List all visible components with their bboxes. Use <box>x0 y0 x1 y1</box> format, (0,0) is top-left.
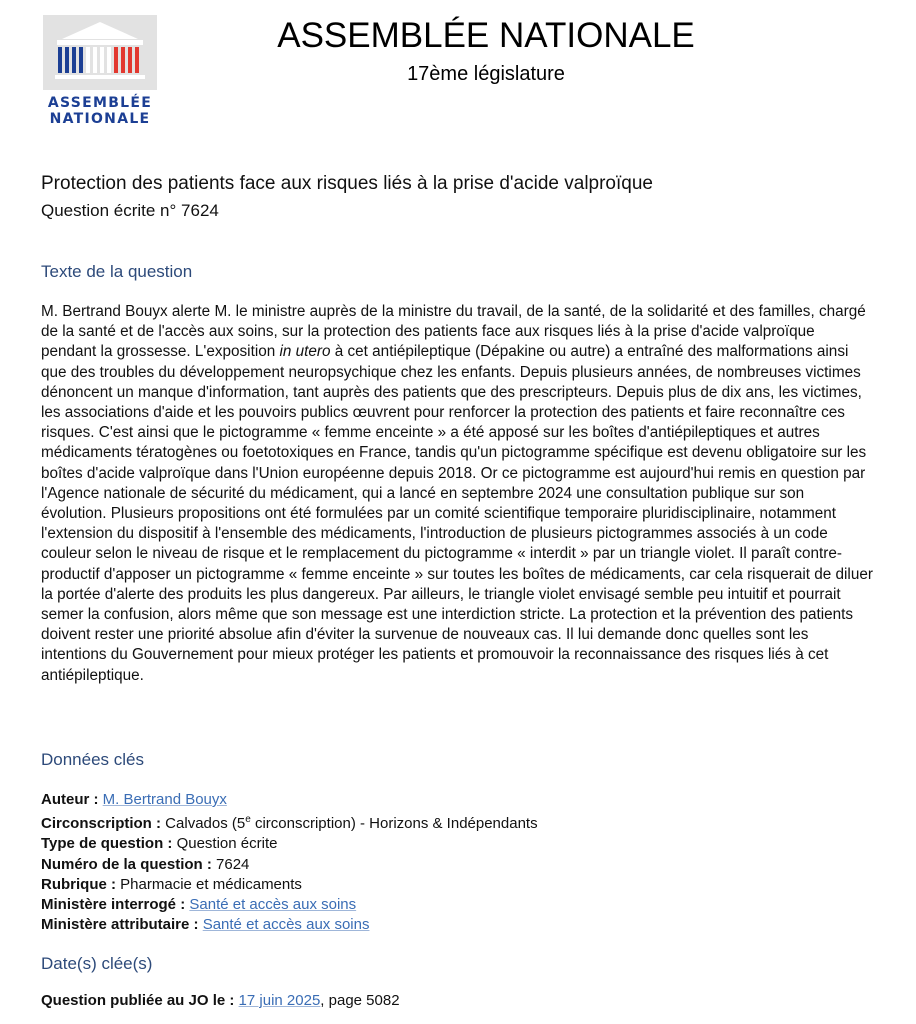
hemicycle-emblem <box>43 15 157 90</box>
section-heading-donnees: Données clés <box>41 750 145 769</box>
type-label: Type de question : <box>41 835 173 853</box>
question-body-part-1: M. Bertrand Bouyx alerte M. le ministre auprès de la ministre du travail, de la santé, de la solidarité et des familles, chargé de la santé et de l'accès aux soins, sur la protection des patients face aux risques liés à la prise d'acide valproïque pendant la grossesse. L'exposition <box>41 303 866 361</box>
assemblee-nationale-logo <box>40 15 160 125</box>
data-row-ministere-attributaire <box>41 915 538 935</box>
logo-line-2: NATIONALE <box>49 111 151 127</box>
publication-date-link[interactable]: 17 juin 2025 <box>238 992 321 1009</box>
data-row-circonscription <box>41 810 538 834</box>
ministere-attributaire-label: Ministère attributaire : <box>41 916 199 934</box>
question-body-italic: in utero <box>279 343 331 361</box>
section-heading-texte: Texte de la question <box>41 262 193 281</box>
circonscription-value-2: circonscription) - Horizons & Indépendants <box>250 815 538 833</box>
question-body-part-2: à cet antiépileptique (Dépakine ou autre) a entraîné des malformations ainsi que des troubles du développement neuropsychique chez les enfants. Depuis plusieurs années, de nombreuses victimes dénoncent un manque d'information, tant auprès des patients que des prescripteurs. Depuis plus de dix ans, les victimes, les associations d'aide et les pouvoirs publics œuvrent pour renforcer la protection des patients et faire reconnaître ces risques. C'est ainsi que le pictogramme « femme enceinte » a été apposé sur les boîtes d'antiépileptiques et autres médicaments tératogènes ou foetotoxiques en France, tandis qu'un pictogramme spécifique est devenu obligatoire sur les boîtes d'acide valproïque dans l'Union européenne depuis 2018. Or ce pictogramme est aujourd'hui remis en question par l'Agence nationale de sécurité du médicament, qui a lancé en septembre 2024 une consultation publique sur son évolution. Plusieurs propositions ont été formulées par un comité scientifique temporaire pluridisciplinaire, notamment l'extension du dispositif à l'ensemble des médicaments, l'introduction de plusieurs pictogrammes associés à un code couleur selon le niveau de risque et le remplacement du pictogramme « interdit » par un triangle violet. Il paraît contre-productif d'apposer un pictogramme « femme enceinte » sur toutes les boîtes de médicaments, car cela risquerait de diluer la portée d'alerte des produits les plus dangereux. Par ailleurs, le triangle violet envisagé semble peu intuitif et pourrait semer la confusion, alors même que son message est une interdiction stricte. La protection et la prévention des patients doivent rester une priorité absolue afin d'éviter la survenue de nouveaux cas. Il lui demande donc quelles sont les intentions du Gouvernement pour mieux protéger les patients et promouvoir la reconnaissance des risques liés à cet antiépileptique. <box>41 343 873 684</box>
rubrique-label: Rubrique : <box>41 875 116 893</box>
question-number: Question écrite n° 7624 <box>41 201 219 220</box>
circonscription-ordinal: e <box>245 814 251 826</box>
rubrique-value: Pharmacie et médicaments <box>116 875 302 893</box>
publication-label: Question publiée au JO le : <box>41 992 235 1009</box>
auteur-link[interactable]: M. Bertrand Bouyx <box>102 791 227 808</box>
data-row-numero <box>41 855 538 875</box>
numero-label: Numéro de la question : <box>41 855 212 873</box>
logo-line-1: ASSEMBLÉE <box>47 95 153 111</box>
site-title: ASSEMBLÉE NATIONALE <box>277 16 695 55</box>
data-row-type <box>41 834 538 854</box>
legislature-subtitle: 17ème législature <box>407 63 565 85</box>
ministere-attributaire-link[interactable]: Santé et accès aux soins <box>202 916 370 934</box>
ministere-interroge-label: Ministère interrogé : <box>41 896 186 914</box>
data-row-ministere-interroge <box>41 895 538 915</box>
data-row-auteur <box>41 790 538 810</box>
circonscription-label: Circonscription : <box>41 815 162 833</box>
question-body <box>41 302 873 686</box>
type-value: Question écrite <box>172 835 278 853</box>
circonscription-value-1: Calvados (5 <box>161 815 246 833</box>
logo-wordmark <box>40 95 160 127</box>
numero-value: 7624 <box>211 855 250 873</box>
date-row-publication <box>41 991 400 1011</box>
auteur-label: Auteur : <box>41 791 99 808</box>
section-heading-dates: Date(s) clée(s) <box>41 954 153 973</box>
question-title: Protection des patients face aux risques liés à la prise d'acide valproïque <box>41 173 653 194</box>
key-data-list <box>41 790 538 935</box>
hemicycle-icon <box>43 15 157 90</box>
ministere-interroge-link[interactable]: Santé et accès aux soins <box>189 896 357 914</box>
publication-page: , page 5082 <box>320 992 400 1009</box>
data-row-rubrique <box>41 875 538 895</box>
